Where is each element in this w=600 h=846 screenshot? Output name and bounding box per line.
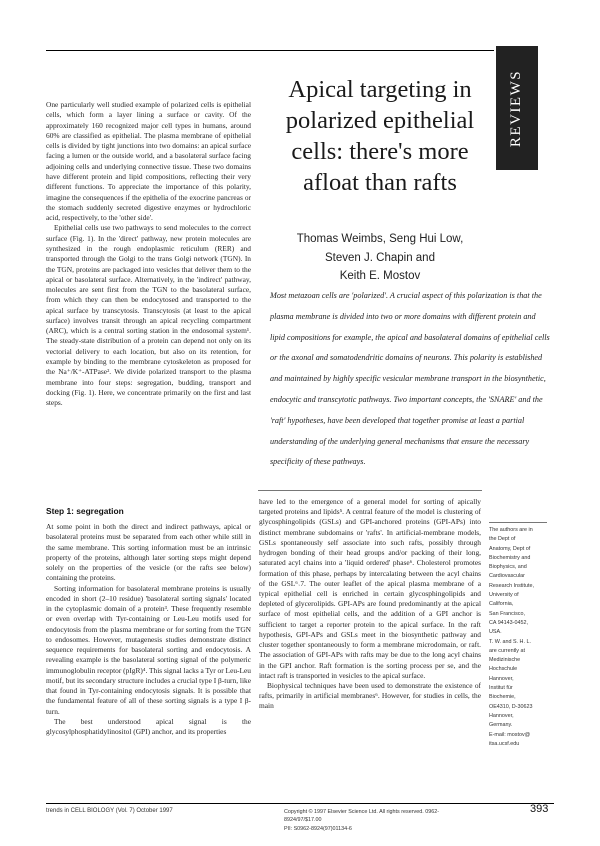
affiliation-line: The authors are in [489,527,533,533]
affiliation-line: Cardiovascular [489,573,525,580]
affiliation-line: San Francisco, [489,610,525,617]
affiliation-line: Biochemistry and [489,554,531,561]
body-paragraph: Sorting information for basolateral membrane proteins is usually encoded in short (2–10 residue) 'basolateral sorting signals' located in the cytoplasmic domain of a protein³. These frequently resemble or even overlap with Tyr-containing or Leu-Leu motifs used for endocytosis from the plasma membrane or for sorting from the TGN to endosomes. However, mutagenesis studies demonstrate distinct sequence requirements for basolateral sorting and endocytosis. A revealing example is the basolateral sorting signal of the polymeric immunoglobulin receptor (pIgR)⁴. This signal lacks a Tyr or Leu-Leu motif, but its secondary structure includes a crucial type I β-turn, like that found in Tyr-containing endocytosis signals. It is possible that the fundamental feature of all of these sorting signals is a type I β-turn. [46,583,251,716]
affiliation-line: Germany. [489,722,513,729]
body-paragraph: have led to the emergence of a general model for sorting of apically targeted proteins and lipids⁵. A central feature of the model is clustering of glycosphingolipids (GSLs) and GPI-anchored proteins (GPI-APs) into distinct membrane subdomains or 'rafts'. In artificial-membrane models, GSLs spontaneously self associate into such rafts, possibly through hydrogen bonding of their head groups and/or packing of their long, saturated acyl chains into a 'liquid ordered' phase⁶. Cholesterol promotes formation of this phase, perhaps by intercalating between the acyl chains of the GSL⁶˒7. The outer leaflet of the apical plasma membrane of a typical epithelial cell is enriched in certain glycosphingolipids and depleted of glycerolipids. GPI-APs are found predominantly at the apical surface of most epithelial cells, and the addition of a GPI anchor is sufficient to target a reporter protein to the apical surface. In the raft hypothesis, GPI-APs and GSLs meet in the biosynthetic pathway and cluster together spontaneously to form a membrane microdomain, or raft. The association of GPI-APs with rafts may be due to the long acyl chains in the GPI anchor. Raft formation is the sorting process per se, and the intact raft is transported in vesicles to the apical surface. [259,497,481,680]
author-list [268,230,492,286]
affiliation-line: Hannover, [489,712,514,719]
page-number: 393 [530,803,549,815]
affiliation-line: California, [489,601,514,608]
affiliation-line: Biophysics, and [489,564,527,571]
author-line: Thomas Weimbs, Seng Hui Low, [296,233,464,245]
author-line: Steven J. Chapin and [325,251,435,264]
body-paragraph: Biophysical techniques have been used to demonstrate the existence of rafts, primarily in artificial membranes⁶. However, for studies in cells, the main [259,680,481,711]
abstract: Most metazoan cells are 'polarized'. A crucial aspect of this polarization is that the plasma membrane is divided into two or more domains with different protein and lipid compositions for example, the apical and basolateral domains of epithelial cells or the axonal and somatodendritic domains of neurons. This polarity is established and maintained by highly specific vesicular membrane transport in the biosynthetic, endocytic and transcytotic pathways. Two important concepts, the 'SNARE' and the 'raft' hypotheses, have been developed that together promise at least a partial understanding of the underlying general mechanisms that ensure the necessary specificity of these pathways. [270,291,550,467]
left-column-lower [46,522,251,737]
body-paragraph: At some point in both the direct and indirect pathways, apical or basolateral proteins must be separated from each other while still in the same membrane. This sorting information must be an intrinsic property of the proteins, although later sorting steps might depend solely on the properties of the vesicle (or the rafts see below) containing the proteins. [46,522,251,583]
affiliation-line: T. W. and S. H. L. [489,638,531,645]
affiliation-line: Research Institute, [489,582,534,589]
affiliation-line: CA 94143-0452, [489,619,528,626]
left-column-upper [46,100,251,408]
section-heading: Step 1: segregation [46,506,124,516]
header-rule [46,50,494,51]
affiliation-rule [489,522,547,523]
affiliation-line: USA. [489,629,502,636]
body-paragraph: Epithelial cells use two pathways to send molecules to the correct surface (Fig. 1). In the 'direct' pathway, new protein molecules are synthesized in the rough endoplasmic reticulum (RER) and transported through the Golgi to the trans Golgi network (TGN). In the TGN, proteins are packaged into vesicles that deliver them to the apical or basolateral surface. Alternatively, in the 'indirect' pathway, molecules are sent first from the TGN to the basolateral surface, from which they can then be endocytosed and transported to the apical surface by transcytosis. Transcytosis (at least to the apical surface) involves transit through an apical recycling compartment (ARC), which is a central sorting station in the endosomal system¹. The steady-state distribution of a protein can depend not only on its vectorial delivery to each location, but also on its retention, for example by binding to the membrane cytoskeleton as proposed for the Na⁺/K⁺-ATPase². We divide polarized transport to the plasma membrane into four steps: segregation, budding, transport and docking (Fig. 1). Here, we concentrate primarily on the first and last steps. [46,223,251,408]
author-affiliation [489,526,551,749]
affiliation-line: are currently at [489,647,525,654]
body-paragraph: One particularly well studied example of polarized cells is epithelial cells, which form a layer lining a surface or cavity. Of the approximately 160 recognized major cell types in humans, around 60% are classified as epithelial. The plasma membrane of epithelial cells is divided by tight junctions into two domains: an apical surface facing a lumen or the outside world, and a basolateral surface facing adjoining cells and underlying connective tissue. These two domains have different protein and lipid compositions, reflecting their very different functions. To appreciate the importance of this polarity, imagine the consequences if the epithelia of the exocrine pancreas or the stomach suddenly secreted digestive enzymes or hydrochloric acid, respectively, to the 'other side'. [46,100,251,223]
journal-citation: trends in CELL BIOLOGY (Vol. 7) October 1997 [46,808,173,814]
author-line: Keith E. Mostov [339,270,421,283]
copyright-notice [284,808,474,833]
affiliation-line: Anatomy, Dept of [489,545,531,552]
middle-column [259,497,481,712]
affiliation-line: Institut für [489,685,513,692]
section-tab [496,46,538,170]
body-paragraph: The best understood apical signal is the glycosylphosphatidylinositol (GPI) anchor, and its properties [46,716,251,736]
pii-line: PII: S0962-8924(97)01134-6 [284,825,352,832]
affiliation-line: E-mail: mostov@ [489,731,531,738]
copyright-line: Copyright © 1997 Elsevier Science Ltd. All rights reserved. 0962-8924/97/$17.00 [284,809,439,824]
article-title: Apical targeting in polarized epithelial cells: there's more afloat than rafts [285,76,475,197]
affiliation-line: University of [489,592,519,599]
affiliation-line: itsa.ucsf.edu [489,740,520,747]
affiliation-line: Biochemie, [489,694,516,701]
affiliation-line: Hochschule [489,666,518,673]
affiliation-line: Medizinische [489,657,521,664]
affiliation-line: the Dept of [489,536,516,543]
footer-rule [46,803,554,804]
section-tab-label: REVIEWS [508,69,525,147]
affiliation-line: Hannover, [489,675,514,682]
affiliation-line: OE4310, D-30623 [489,703,533,710]
column-divider [258,490,482,491]
